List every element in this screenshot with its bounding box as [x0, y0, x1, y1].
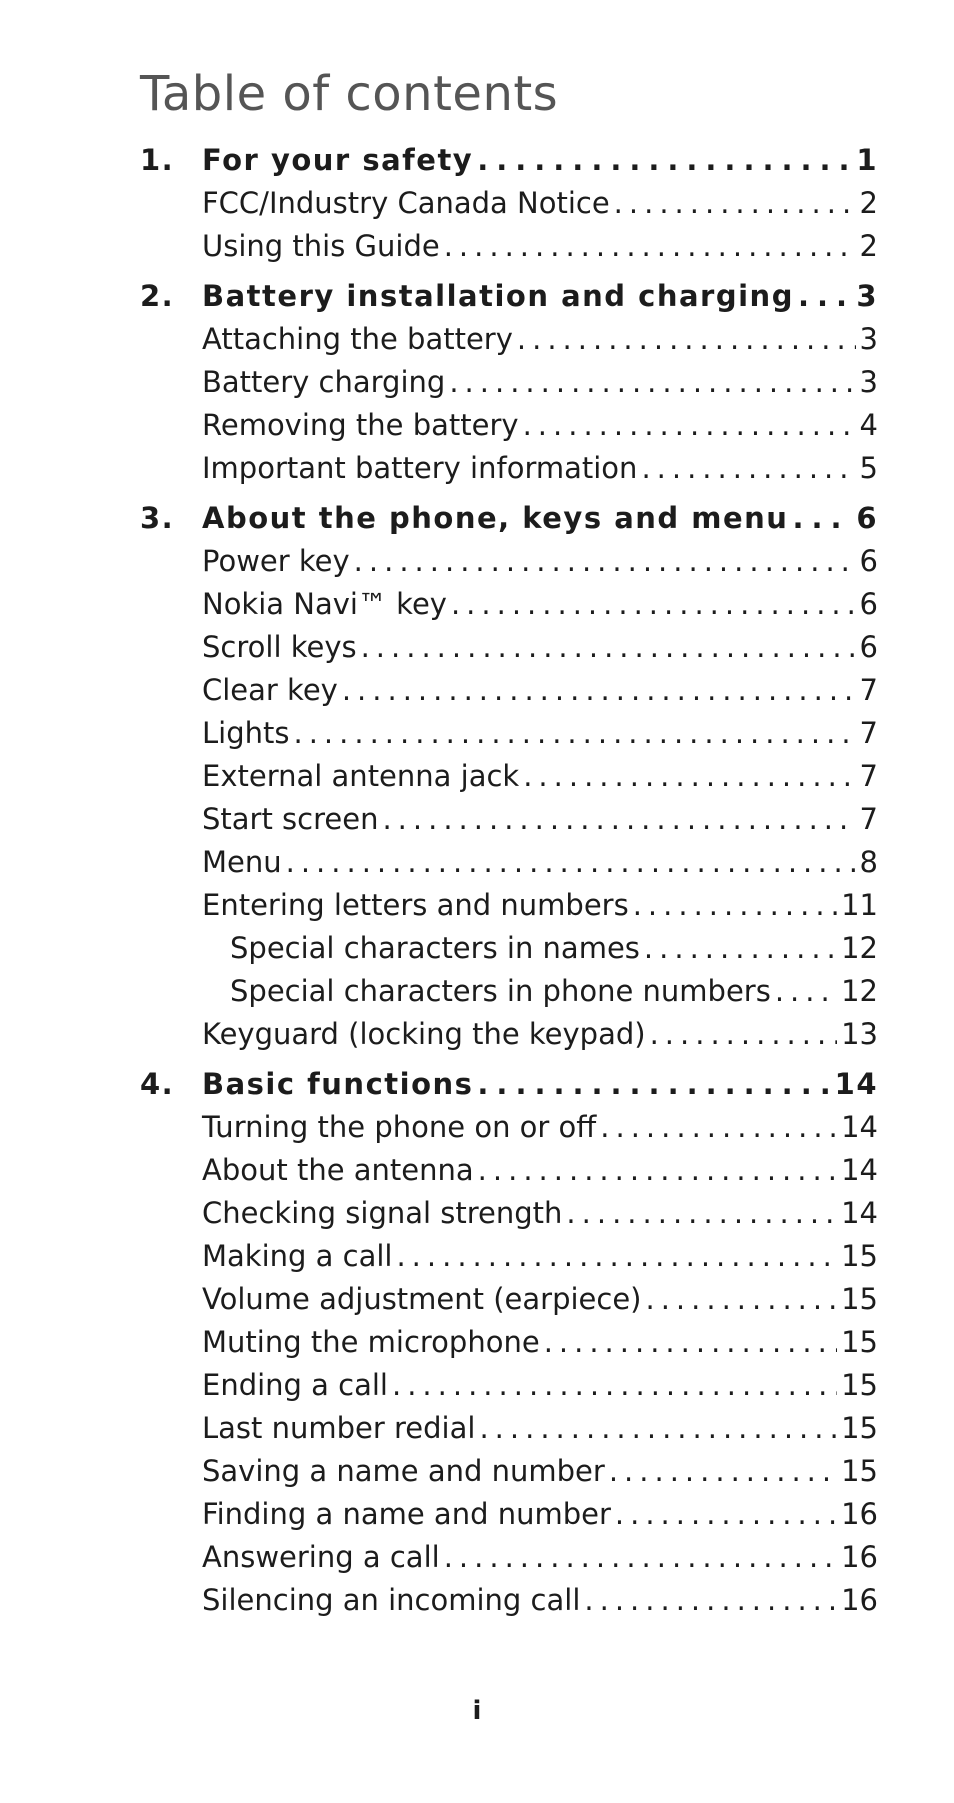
- chapter-page-number: 14: [834, 1067, 878, 1101]
- dot-leader: [444, 1536, 837, 1579]
- entry-page-number: 14: [841, 1153, 878, 1187]
- entry-page-number: 15: [841, 1282, 878, 1316]
- toc-subsection-entry[interactable]: [140, 755, 878, 798]
- entry-page-number: 6: [859, 630, 878, 664]
- dot-leader: [523, 755, 855, 798]
- toc-subsection-entry[interactable]: [140, 225, 878, 268]
- entry-page-number: 15: [841, 1411, 878, 1445]
- page-number: i: [472, 1696, 482, 1726]
- chapter-title: Battery installation and charging: [202, 279, 794, 313]
- dot-leader: [775, 970, 837, 1013]
- dot-leader: [792, 496, 852, 540]
- entry-page-number: 15: [841, 1325, 878, 1359]
- dot-leader: [633, 884, 837, 927]
- page-title: Table of contents: [140, 66, 559, 122]
- entry-title: Start screen: [202, 802, 379, 836]
- toc-subsection-entry[interactable]: [140, 583, 878, 626]
- chapter-number: 3.: [140, 501, 175, 535]
- toc-chapter-heading[interactable]: [140, 1062, 878, 1106]
- entry-title: Lights: [202, 716, 290, 750]
- dot-leader: [650, 1013, 838, 1056]
- entry-page-number: 15: [841, 1454, 878, 1488]
- entry-page-number: 7: [859, 716, 878, 750]
- toc-subsubsection-entry[interactable]: [140, 927, 878, 970]
- entry-title: Nokia Navi™ key: [202, 587, 447, 621]
- chapter-number: 2.: [140, 279, 175, 313]
- entry-page-number: 4: [859, 408, 878, 442]
- toc-section: [140, 1062, 878, 1622]
- entry-title: Special characters in names: [230, 931, 640, 965]
- dot-leader: [479, 1407, 837, 1450]
- toc-subsection-entry[interactable]: [140, 1106, 878, 1149]
- entry-title: Making a call: [202, 1239, 393, 1273]
- dot-leader: [798, 274, 852, 318]
- entry-page-number: 12: [841, 974, 878, 1008]
- entry-page-number: 5: [859, 451, 878, 485]
- toc-section: [140, 496, 878, 1056]
- chapter-page-number: 6: [856, 501, 878, 535]
- entry-title: FCC/Industry Canada Notice: [202, 186, 610, 220]
- toc-subsection-entry[interactable]: [140, 447, 878, 490]
- toc-subsection-entry[interactable]: [140, 626, 878, 669]
- entry-title: Clear key: [202, 673, 338, 707]
- dot-leader: [566, 1192, 837, 1235]
- toc-subsection-entry[interactable]: [140, 1321, 878, 1364]
- dot-leader: [354, 540, 856, 583]
- entry-page-number: 2: [859, 229, 878, 263]
- dot-leader: [523, 404, 856, 447]
- chapter-number: 1.: [140, 143, 175, 177]
- chapter-title: Basic functions: [202, 1067, 474, 1101]
- dot-leader: [293, 712, 855, 755]
- entry-title: Important battery information: [202, 451, 638, 485]
- entry-page-number: 15: [841, 1368, 878, 1402]
- dot-leader: [382, 798, 855, 841]
- dot-leader: [477, 1062, 830, 1106]
- toc-subsection-entry[interactable]: [140, 1192, 878, 1235]
- entry-title: Volume adjustment (earpiece): [202, 1282, 642, 1316]
- dot-leader: [392, 1364, 837, 1407]
- entry-title: Turning the phone on or off: [202, 1110, 597, 1144]
- dot-leader: [396, 1235, 837, 1278]
- entry-page-number: 7: [859, 673, 878, 707]
- dot-leader: [451, 583, 856, 626]
- entry-title: Finding a name and number: [202, 1497, 611, 1531]
- toc-subsection-entry[interactable]: [140, 798, 878, 841]
- entry-title: Saving a name and number: [202, 1454, 605, 1488]
- dot-leader: [614, 182, 856, 225]
- entry-title: Ending a call: [202, 1368, 388, 1402]
- dot-leader: [641, 447, 855, 490]
- entry-title: Last number redial: [202, 1411, 476, 1445]
- dot-leader: [477, 138, 852, 182]
- chapter-page-number: 3: [856, 279, 878, 313]
- entry-title: Muting the microphone: [202, 1325, 540, 1359]
- entry-title: About the antenna: [202, 1153, 474, 1187]
- chapter-title: For your safety: [202, 143, 474, 177]
- toc-subsection-entry[interactable]: [140, 1364, 878, 1407]
- entry-page-number: 7: [859, 802, 878, 836]
- dot-leader: [449, 361, 855, 404]
- entry-title: Scroll keys: [202, 630, 357, 664]
- entry-title: External antenna jack: [202, 759, 520, 793]
- entry-title: Entering letters and numbers: [202, 888, 629, 922]
- entry-page-number: 6: [859, 587, 878, 621]
- toc-subsection-entry[interactable]: [140, 712, 878, 755]
- dot-leader: [646, 1278, 838, 1321]
- entry-page-number: 16: [841, 1583, 878, 1617]
- dot-leader: [361, 626, 856, 669]
- dot-leader: [286, 841, 856, 884]
- toc-subsection-entry[interactable]: [140, 1235, 878, 1278]
- toc-subsection-entry[interactable]: [140, 1536, 878, 1579]
- toc-subsection-entry[interactable]: [140, 884, 878, 927]
- toc-subsection-entry[interactable]: [140, 1493, 878, 1536]
- toc-subsection-entry[interactable]: [140, 1013, 878, 1056]
- chapter-number: 4.: [140, 1067, 175, 1101]
- dot-leader: [478, 1149, 837, 1192]
- entry-title: Silencing an incoming call: [202, 1583, 581, 1617]
- entry-page-number: 13: [841, 1017, 878, 1051]
- entry-page-number: 3: [859, 365, 878, 399]
- toc-subsection-entry[interactable]: [140, 669, 878, 712]
- entry-page-number: 11: [841, 888, 878, 922]
- dot-leader: [584, 1579, 837, 1622]
- entry-title: Attaching the battery: [202, 322, 513, 356]
- chapter-page-number: 1: [856, 143, 878, 177]
- entry-page-number: 2: [859, 186, 878, 220]
- entry-page-number: 6: [859, 544, 878, 578]
- toc-subsection-entry[interactable]: [140, 404, 878, 447]
- entry-title: Answering a call: [202, 1540, 440, 1574]
- entry-page-number: 15: [841, 1239, 878, 1273]
- toc-subsection-entry[interactable]: [140, 1278, 878, 1321]
- entry-page-number: 8: [859, 845, 878, 879]
- entry-page-number: 14: [841, 1196, 878, 1230]
- entry-page-number: 12: [841, 931, 878, 965]
- dot-leader: [517, 318, 856, 361]
- toc-subsection-entry[interactable]: [140, 1149, 878, 1192]
- toc-subsection-entry[interactable]: [140, 841, 878, 884]
- toc-section: [140, 274, 878, 490]
- dot-leader: [600, 1106, 837, 1149]
- entry-title: Keyguard (locking the keypad): [202, 1017, 646, 1051]
- toc-chapter-heading[interactable]: [140, 496, 878, 540]
- entry-title: Special characters in phone numbers: [230, 974, 771, 1008]
- entry-title: Menu: [202, 845, 282, 879]
- entry-title: Using this Guide: [202, 229, 440, 263]
- toc-subsection-entry[interactable]: [140, 182, 878, 225]
- entry-title: Checking signal strength: [202, 1196, 563, 1230]
- entry-page-number: 16: [841, 1497, 878, 1531]
- toc-chapter-heading[interactable]: [140, 138, 878, 182]
- entry-page-number: 14: [841, 1110, 878, 1144]
- entry-page-number: 16: [841, 1540, 878, 1574]
- dot-leader: [615, 1493, 837, 1536]
- dot-leader: [342, 669, 856, 712]
- entry-page-number: 7: [859, 759, 878, 793]
- dot-leader: [609, 1450, 837, 1493]
- table-of-contents: [140, 138, 878, 1622]
- toc-section: [140, 138, 878, 268]
- entry-title: Power key: [202, 544, 350, 578]
- dot-leader: [644, 927, 837, 970]
- entry-page-number: 3: [859, 322, 878, 356]
- toc-subsection-entry[interactable]: [140, 318, 878, 361]
- toc-subsection-entry[interactable]: [140, 1450, 878, 1493]
- entry-title: Battery charging: [202, 365, 446, 399]
- toc-subsection-entry[interactable]: [140, 1579, 878, 1622]
- chapter-title: About the phone, keys and menu: [202, 501, 789, 535]
- dot-leader: [444, 225, 856, 268]
- dot-leader: [544, 1321, 837, 1364]
- toc-subsection-entry[interactable]: [140, 1407, 878, 1450]
- toc-chapter-heading[interactable]: [140, 274, 878, 318]
- toc-subsection-entry[interactable]: [140, 540, 878, 583]
- toc-subsubsection-entry[interactable]: [140, 970, 878, 1013]
- toc-subsection-entry[interactable]: [140, 361, 878, 404]
- entry-title: Removing the battery: [202, 408, 519, 442]
